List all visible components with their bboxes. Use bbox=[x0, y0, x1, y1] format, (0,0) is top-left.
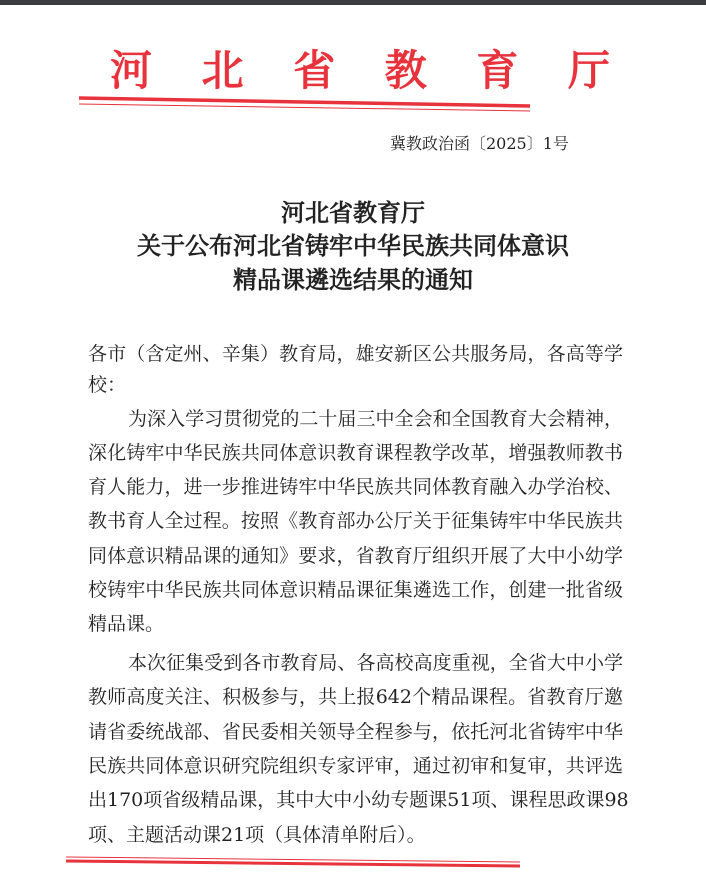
body-line: 教师高度关注、积极参与，共上报642个精品课程。省教育厅邀 bbox=[88, 686, 623, 708]
body-line: 育人能力，进一步推进铸牢中华民族共同体教育融入办学治校、 bbox=[88, 476, 623, 498]
title-line-2: 关于公布河北省铸牢中华民族共同体意识 bbox=[137, 231, 569, 260]
masthead-char: 省 bbox=[293, 46, 336, 95]
body-line: 教书育人全过程。按照《教育部办公厅关于征集铸牢中华民族共 bbox=[88, 510, 623, 532]
title-line-1: 河北省教育厅 bbox=[281, 198, 425, 227]
body-line: 请省委统战部、省民委相关领导全程参与，依托河北省铸牢中华 bbox=[88, 721, 623, 743]
masthead-char: 厅 bbox=[567, 46, 610, 95]
body-line: 校： bbox=[88, 374, 127, 396]
body-line: 出170项省级精品课，其中大中小幼专题课51项、课程思政课98 bbox=[88, 789, 629, 811]
body-line: 本次征集受到各市教育局、各高校高度重视，全省大中小学 bbox=[128, 652, 623, 674]
body-line: 项、主题活动课21项（具体清单附后）。 bbox=[88, 824, 426, 846]
masthead-char: 北 bbox=[201, 46, 244, 95]
body-line: 民族共同体意识研究院组织专家评审，通过初审和复审，共评选 bbox=[88, 755, 623, 777]
masthead-char: 教 bbox=[384, 46, 427, 95]
title-line-3: 精品课遴选结果的通知 bbox=[233, 265, 473, 294]
body-line: 深化铸牢中华民族共同体意识教育课程教学改革，增强教师教书 bbox=[88, 442, 623, 464]
body-line: 精品课。 bbox=[88, 613, 165, 635]
body-line: 各市（含定州、辛集）教育局，雄安新区公共服务局，各高等学 bbox=[88, 343, 623, 365]
body-line: 同体意识精品课的通知》要求，省教育厅组织开展了大中小幼学 bbox=[88, 545, 623, 567]
masthead-char: 育 bbox=[476, 46, 519, 95]
body-line: 校铸牢中华民族共同体意识精品课征集遴选工作，创建一批省级 bbox=[88, 579, 623, 601]
masthead-char: 河 bbox=[110, 46, 153, 95]
document-number: 冀教政治函〔2025〕1号 bbox=[390, 134, 569, 153]
body-line: 为深入学习贯彻党的二十届三中全会和全国教育大会精神， bbox=[128, 408, 623, 430]
